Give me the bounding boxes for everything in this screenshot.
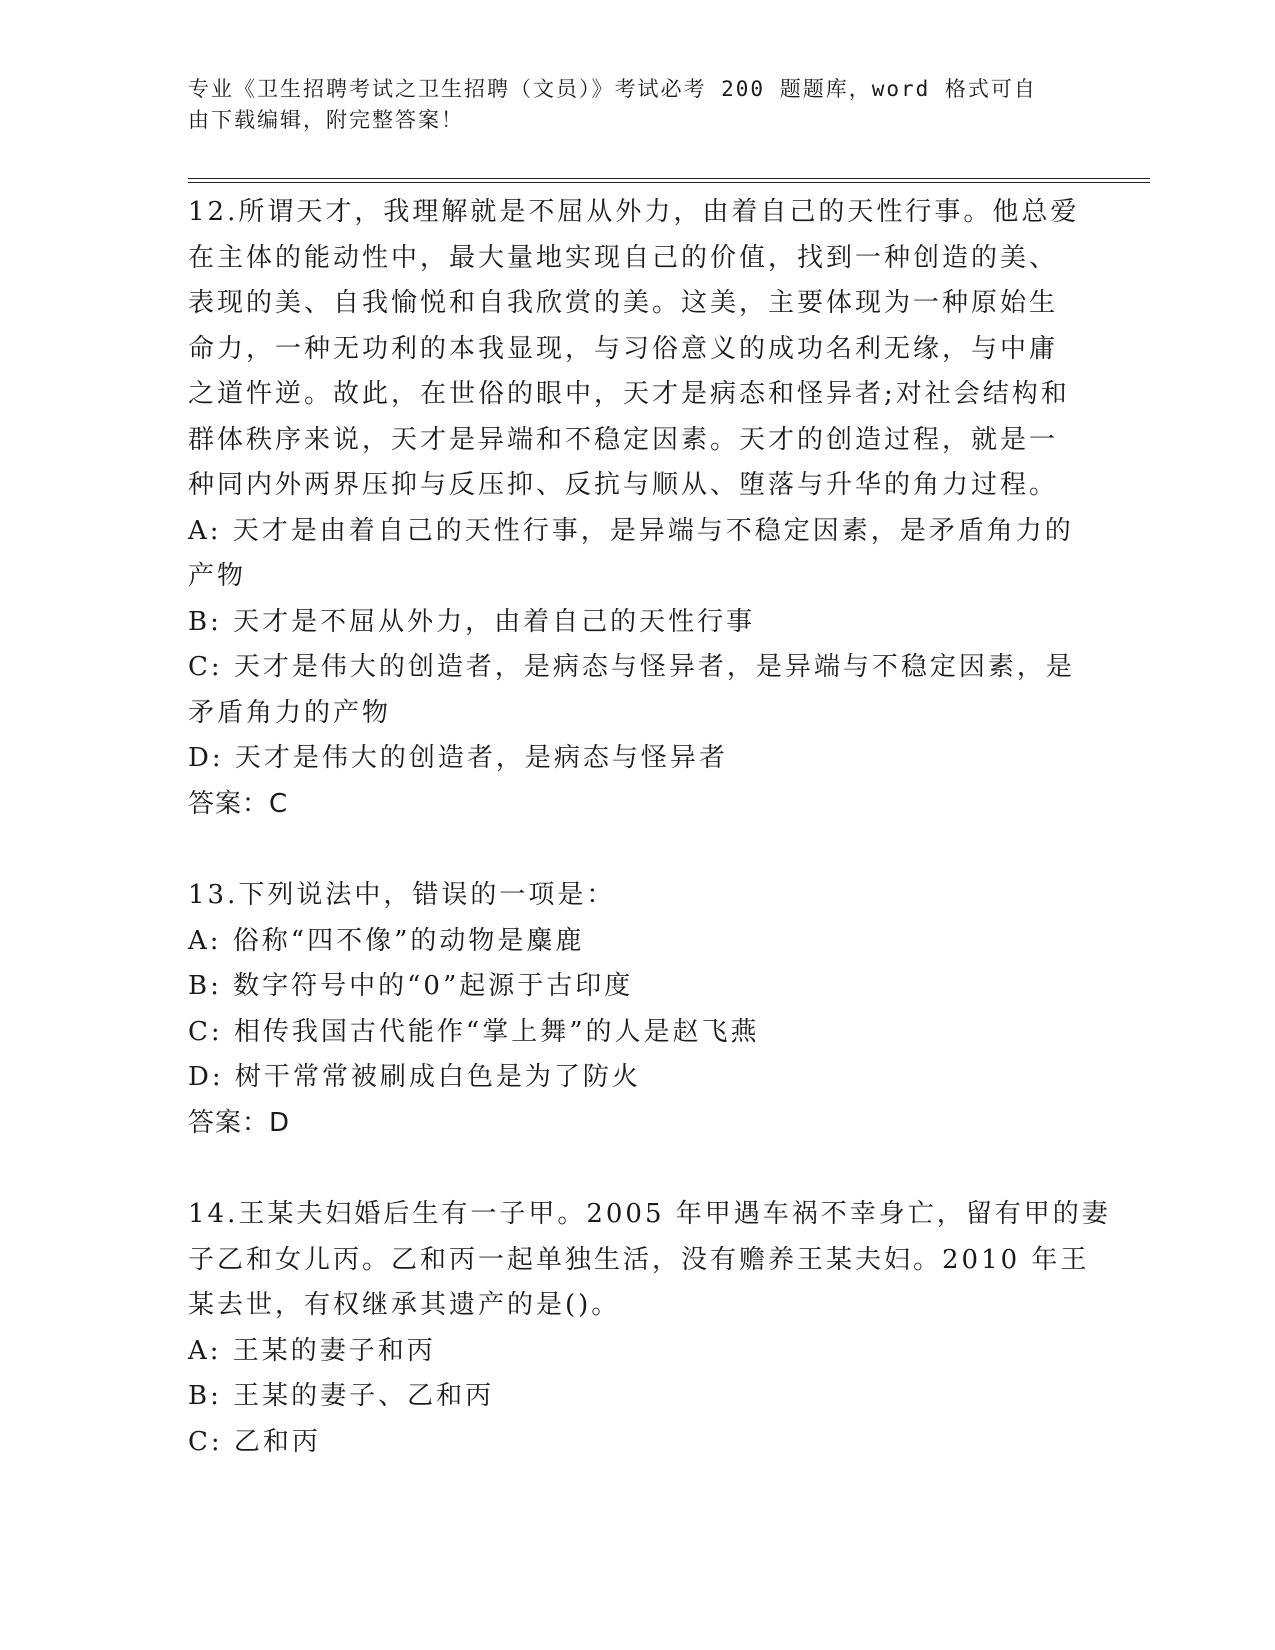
option-a-line: 产物	[188, 561, 247, 591]
question-stem-line: 群体秩序来说，天才是异端和不稳定因素。天才的创造过程，就是一	[188, 424, 1059, 455]
option-a-line: A: 天才是由着自己的天性行事，是异端与不稳定因素，是矛盾角力的	[188, 515, 1074, 546]
option-a-line: A: 俗称“四不像”的动物是麋鹿	[188, 925, 585, 956]
question-stem-line: 种同内外两界压抑与反压抑、反抗与顺从、堕落与升华的角力过程。	[188, 470, 1059, 500]
header-divider-bottom	[188, 182, 1150, 183]
question-stem-line: 14.王某夫妇婚后生有一子甲。2005 年甲遇车祸不幸身亡，留有甲的妻	[188, 1199, 1111, 1229]
question-stem-line: 某去世，有权继承其遗产的是()。	[188, 1290, 621, 1320]
question-spacer	[188, 827, 1088, 873]
question-14	[188, 1192, 1111, 1465]
option-c-line: C: 乙和丙	[188, 1426, 321, 1457]
option-d-line: D: 树干常常被刷成白色是为了防火	[188, 1062, 641, 1092]
question-list	[188, 190, 1111, 1465]
option-c-line: 矛盾角力的产物	[188, 697, 392, 728]
question-13	[188, 873, 1088, 1146]
question-stem-line: 子乙和女儿丙。乙和丙一起单独生活，没有赡养王某夫妇。2010 年王	[188, 1244, 1090, 1275]
option-d-line: D: 天才是伟大的创造者，是病态与怪异者	[188, 743, 728, 773]
option-b-line: B: 王某的妻子、乙和丙	[188, 1381, 495, 1411]
option-b-line: B: 数字符号中的“0”起源于古印度	[188, 971, 634, 1001]
question-12	[188, 190, 1088, 827]
header-line-1: 专业《卫生招聘考试之卫生招聘（文员）》考试必考 200 题题库，word 格式可自	[188, 77, 1037, 101]
question-stem-line: 在主体的能动性中，最大量地实现自己的价值，找到一种创造的美、	[188, 242, 1059, 273]
question-stem-line: 之道忤逆。故此，在世俗的眼中，天才是病态和怪异者;对社会结构和	[188, 379, 1070, 409]
option-c-line: C: 相传我国古代能作“掌上舞”的人是赵飞燕	[188, 1016, 760, 1047]
header-divider-top	[188, 178, 1150, 179]
question-stem-line: 13.下列说法中，错误的一项是：	[188, 880, 616, 910]
question-stem-line: 命力，一种无功利的本我显现，与习俗意义的成功名利无缘，与中庸	[188, 333, 1059, 364]
option-b-line: B: 天才是不屈从外力，由着自己的天性行事	[188, 606, 756, 637]
answer-line: 答案：D	[188, 1107, 291, 1138]
question-spacer	[188, 1146, 1088, 1192]
option-c-line: C: 天才是伟大的创造者，是病态与怪异者，是异端与不稳定因素，是	[188, 652, 1075, 682]
option-a-line: A: 王某的妻子和丙	[188, 1335, 436, 1366]
answer-line: 答案：C	[188, 788, 289, 819]
header-line-2: 由下载编辑，附完整答案！	[188, 108, 464, 132]
document-header	[188, 74, 1068, 136]
question-stem-line: 12.所谓天才，我理解就是不屈从外力，由着自己的天性行事。他总爱	[188, 197, 1080, 227]
question-stem-line: 表现的美、自我愉悦和自我欣赏的美。这美，主要体现为一种原始生	[188, 288, 1059, 318]
